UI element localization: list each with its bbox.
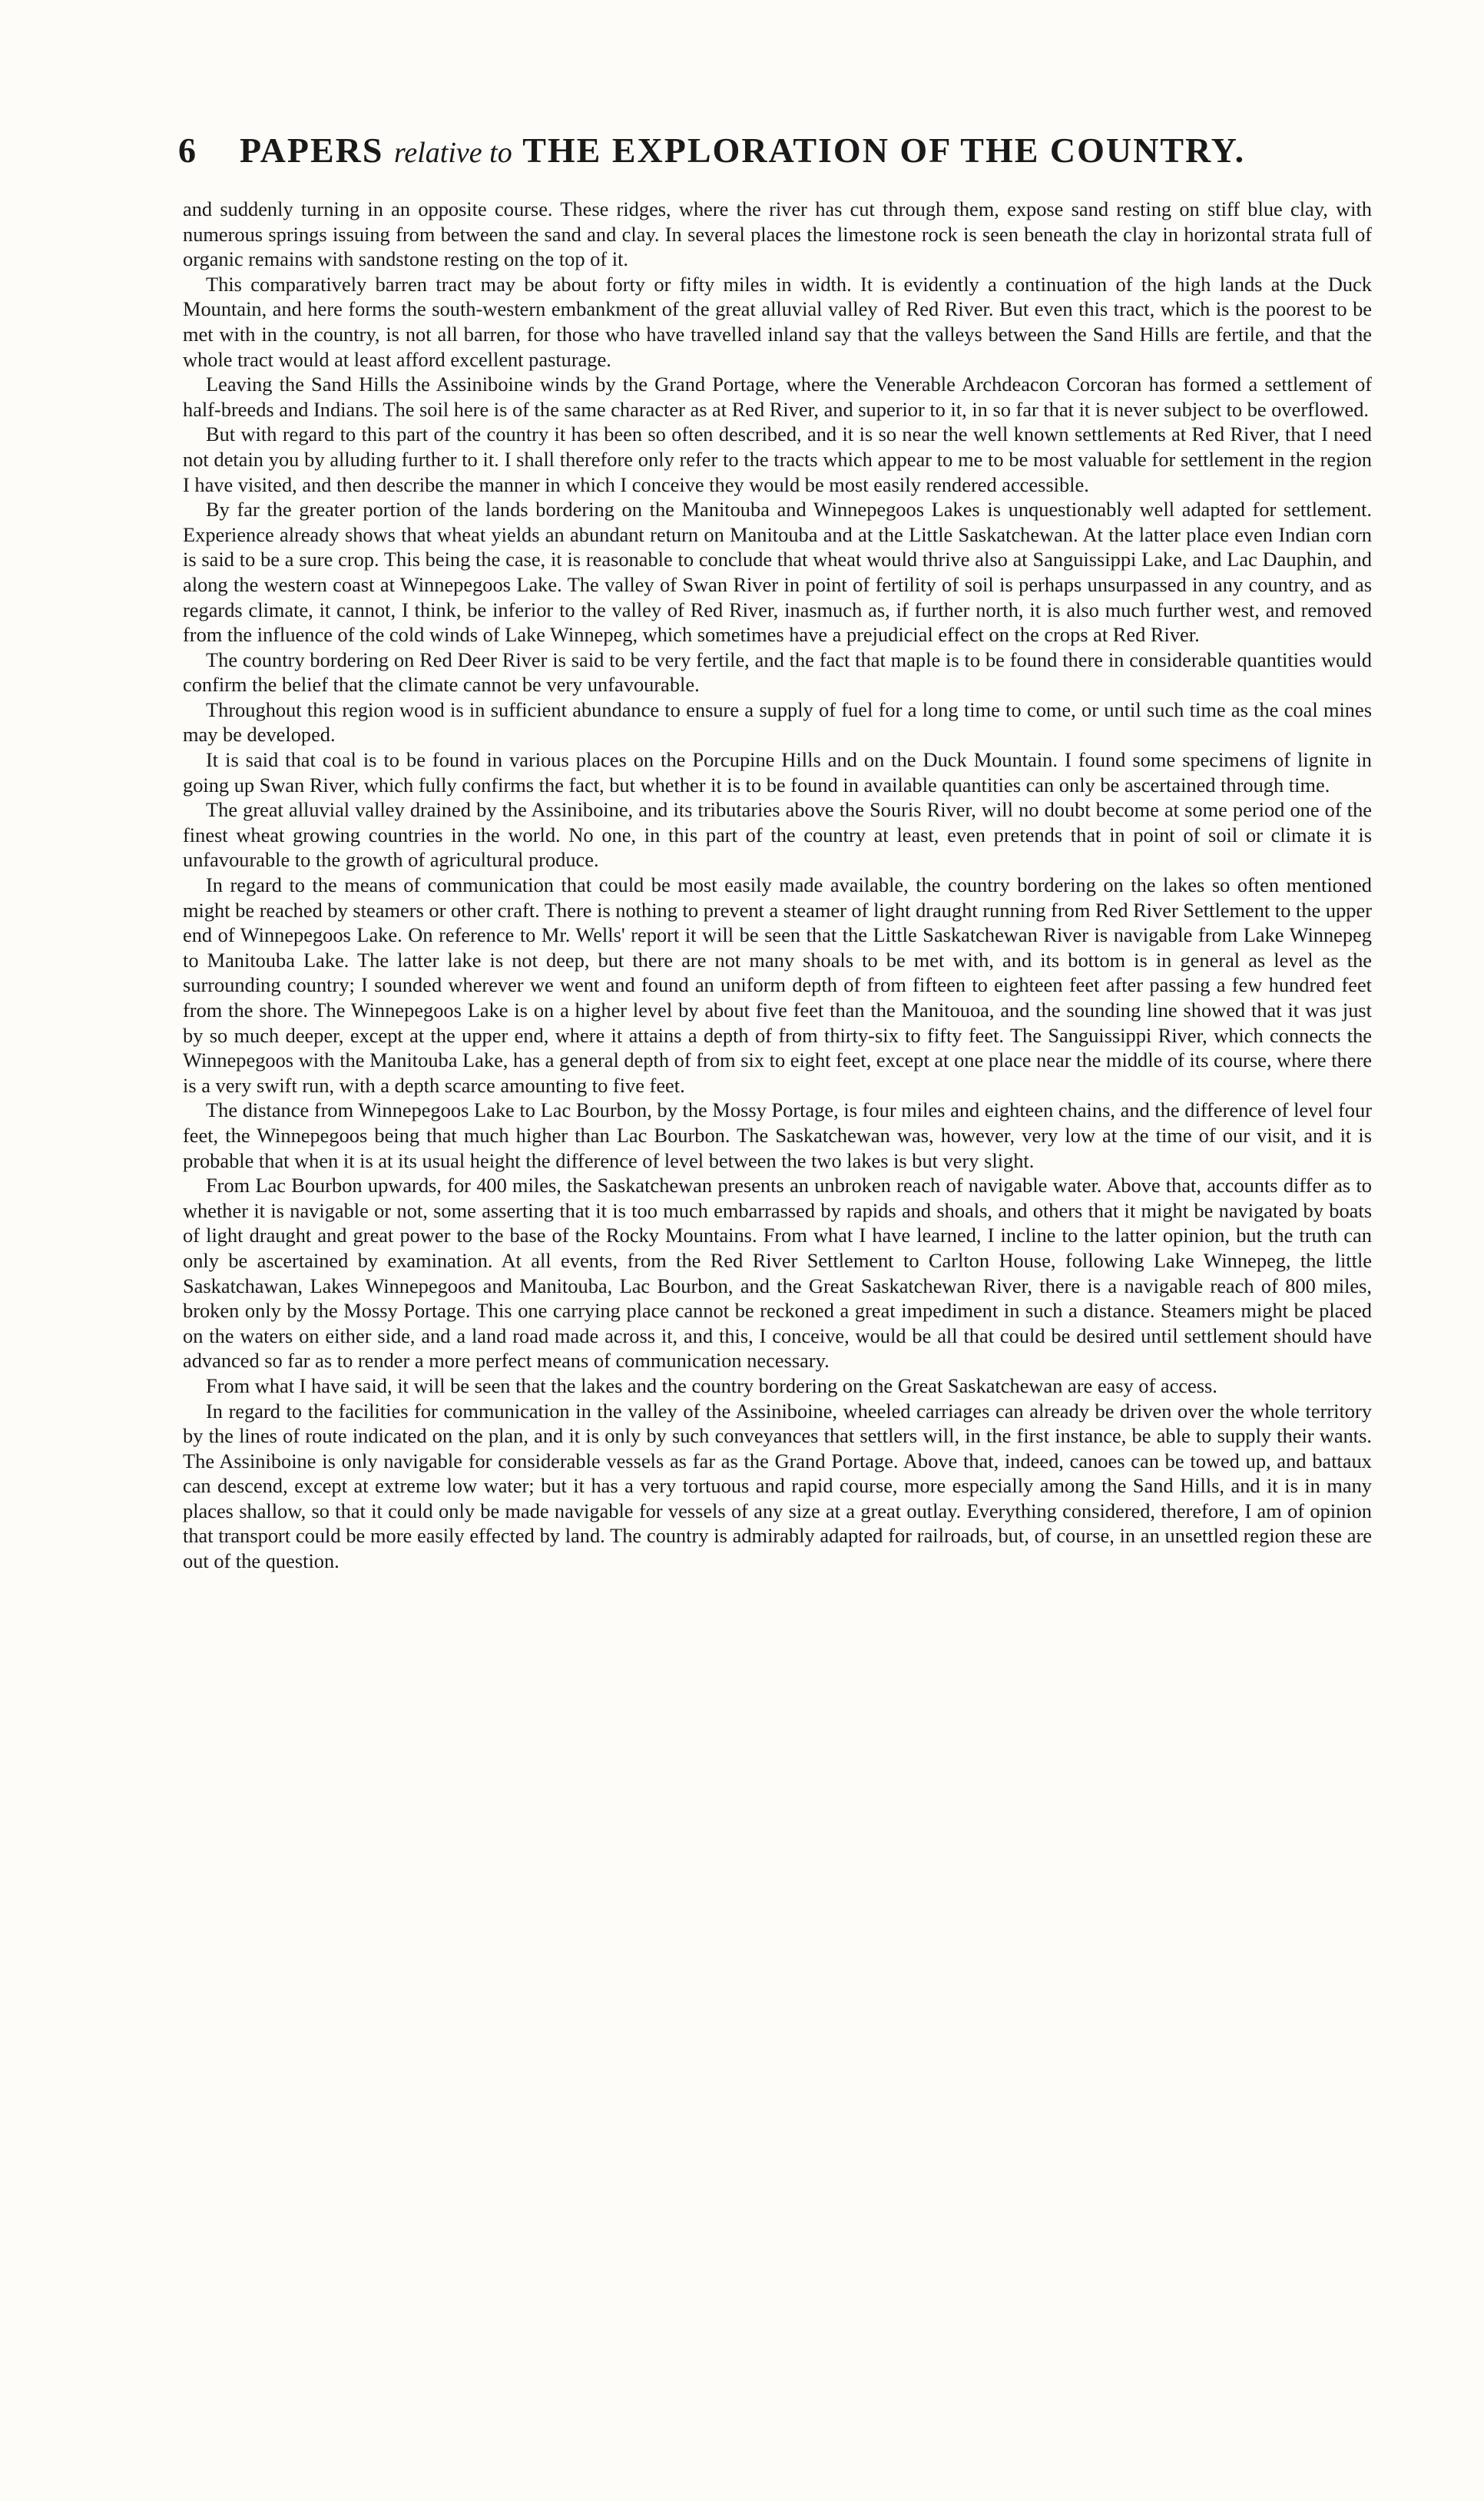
paragraph: The distance from Winnepegoos Lake to Lac Bourbon, by the Mossy Portage, is four miles and eighteen chains, and the difference of level four feet, the Winnepegoos being that much higher than Lac Bourbon. The Saskatchewan was, however, very low at the time of our visit, and it is probable that when it is at its usual height the difference of level between the two lakes is but very slight. <box>183 1098 1372 1172</box>
paragraph: From Lac Bourbon upwards, for 400 miles, the Saskatchewan presents an unbroken reach of navigable water. Above that, accounts differ as to whether it is navigable or not, some asserting that it is too much embarrassed by rapids and shoals, and others that it might be navigated by boats of light draught and great power to the base of the Rocky Mountains. From what I have learned, I incline to the latter opinion, but the truth can only be ascertained by examination. At all events, from the Red River Settlement to Carlton House, following Lake Winnepeg, the little Saskatchawan, Lakes Winnepegoos and Manitouba, Lac Bourbon, and the Great Saskatchewan River, there is a navigable reach of 800 miles, broken only by the Mossy Portage. This one carrying place cannot be reckoned a great impediment in such a distance. Steamers might be placed on the waters on either side, and a land road made across it, and this, I conceive, would be all that could be desired until settlement should have advanced so far as to render a more perfect means of communication necessary. <box>183 1174 1372 1373</box>
running-header <box>178 128 1330 174</box>
paragraph: From what I have said, it will be seen that the lakes and the country bordering on the Great Saskatchewan are easy of access. <box>206 1373 1217 1397</box>
paragraph: By far the greater portion of the lands bordering on the Manitouba and Winnepegoos Lakes is unquestionably well adapted for settlement. Experience already shows that wheat yields an abundant return on Manitouba and at the Little Saskatchewan. At the latter place even Indian corn is said to be a sure crop. This being the case, it is reasonable to conclude that wheat would thrive also at Sanguissippi Lake, and Lac Dauphin, and along the western coast at Winnepegoos Lake. The valley of Swan River in point of fertility of soil is perhaps unsurpassed in any country, and as regards climate, it cannot, I think, be inferior to the valley of Red River, inasmuch as, if further north, it is also much further west, and removed from the influence of the cold winds of Lake Winnepeg, which sometimes have a prejudicial effect on the crops at Red River. <box>183 498 1372 647</box>
paragraph: and suddenly turning in an opposite course. These ridges, where the river has cut through them, expose sand resting on stiff blue clay, with numerous springs issuing from between the sand and clay. In several places the limestone rock is seen beneath the clay in horizontal strata full of organic remains with sandstone resting on the top of it. <box>183 197 1372 271</box>
header-title-lead: PAPERS <box>240 131 384 170</box>
paragraph: But with regard to this part of the country it has been so often described, and it is so near the well known settlements at Red River, that I need not detain you by alluding further to it. I shall therefore only refer to the tracts which appear to me to be most valuable for settlement in the region I have visited, and then describe the manner in which I conceive they would be most easily rendered accessible. <box>183 422 1372 496</box>
paragraph: The country bordering on Red Deer River is said to be very fertile, and the fact that maple is to be found there in considerable quantities would confirm the belief that the climate cannot be very unfavourable. <box>183 648 1372 697</box>
body-text <box>183 197 1372 2424</box>
paragraph: This comparatively barren tract may be about forty or fifty miles in width. It is evidently a continuation of the high lands at the Duck Mountain, and here forms the south-western embankment of the great alluvial valley of Red River. But even this tract, which is the poorest to be met with in the country, is not all barren, for those who have travelled inland say that the valleys between the Sand Hills are fertile, and that the whole tract would at least afford excellent pasturage. <box>183 272 1372 371</box>
paragraph: The great alluvial valley drained by the Assiniboine, and its tributaries above the Souris River, will no doubt become at some period one of the finest wheat growing countries in the world. No one, in this part of the country at least, even pretends that in point of soil or climate it is unfavourable to the growth of agricultural produce. <box>183 798 1372 872</box>
page-number: 6 <box>178 131 197 170</box>
paragraph: Leaving the Sand Hills the Assiniboine winds by the Grand Portage, where the Venerable Archdeacon Corcoran has formed a settlement of half-breeds and Indians. The soil here is of the same character as at Red River, and superior to it, in so far that it is never subject to be overflowed. <box>183 373 1372 421</box>
paragraph: Throughout this region wood is in sufficient abundance to ensure a supply of fuel for a long time to come, or until such time as the coal mines may be developed. <box>183 697 1372 747</box>
paragraph: In regard to the means of communication that could be most easily made available, the country bordering on the lakes so often mentioned might be reached by steamers or other craft. There is nothing to prevent a steamer of light draught running from Red River Settlement to the upper end of Winnepegoos Lake. On reference to Mr. Wells' report it will be seen that the Little Saskatchewan River is navigable from Lake Winnepeg to Manitouba Lake. The latter lake is not deep, but there are not many shoals to be met with, and its bottom is in general as level as the surrounding country; I sounded wherever we went and found an uniform depth of from fifteen to eighteen feet after passing a few hundred feet from the shore. The Winnepegoos Lake is on a higher level by about five feet than the Manitouoa, and the sounding line showed that it was just by so much deeper, except at the upper end, where it attains a depth of from thirty-six to fifty feet. The Sanguissippi River, which connects the Winnepegoos with the Manitouba Lake, has a general depth of from six to eight feet, except at one place near the middle of its course, where there is a very swift run, with a depth scarce amounting to five feet. <box>183 873 1372 1097</box>
header-title-italic: relative to <box>394 137 512 169</box>
paragraph: In regard to the facilities for communication in the valley of the Assiniboine, wheeled carriages can already be driven over the whole territory by the lines of route indicated on the plan, and it is only by such conveyances that settlers will, in the first instance, be able to supply their wants. The Assiniboine is only navigable for considerable vessels as far as the Grand Portage. Above that, indeed, canoes can be towed up, and battaux can descend, except at extreme low water; but it has a very tortuous and rapid course, more especially among the Sand Hills, and it is in many places shallow, so that it could only be made navigable for vessels of any size at a great outlay. Everything considered, therefore, I am of opinion that transport could be more easily effected by land. The country is admirably adapted for railroads, but, of course, in an unsettled region these are out of the question. <box>183 1399 1372 1573</box>
paragraph: It is said that coal is to be found in various places on the Porcupine Hills and on the Duck Mountain. I found some specimens of lignite in going up Swan River, which fully confirms the fact, but whether it is to be found in available quantities can only be ascertained through time. <box>183 748 1372 797</box>
header-title-tail: THE EXPLORATION OF THE COUNTRY. <box>522 131 1246 170</box>
